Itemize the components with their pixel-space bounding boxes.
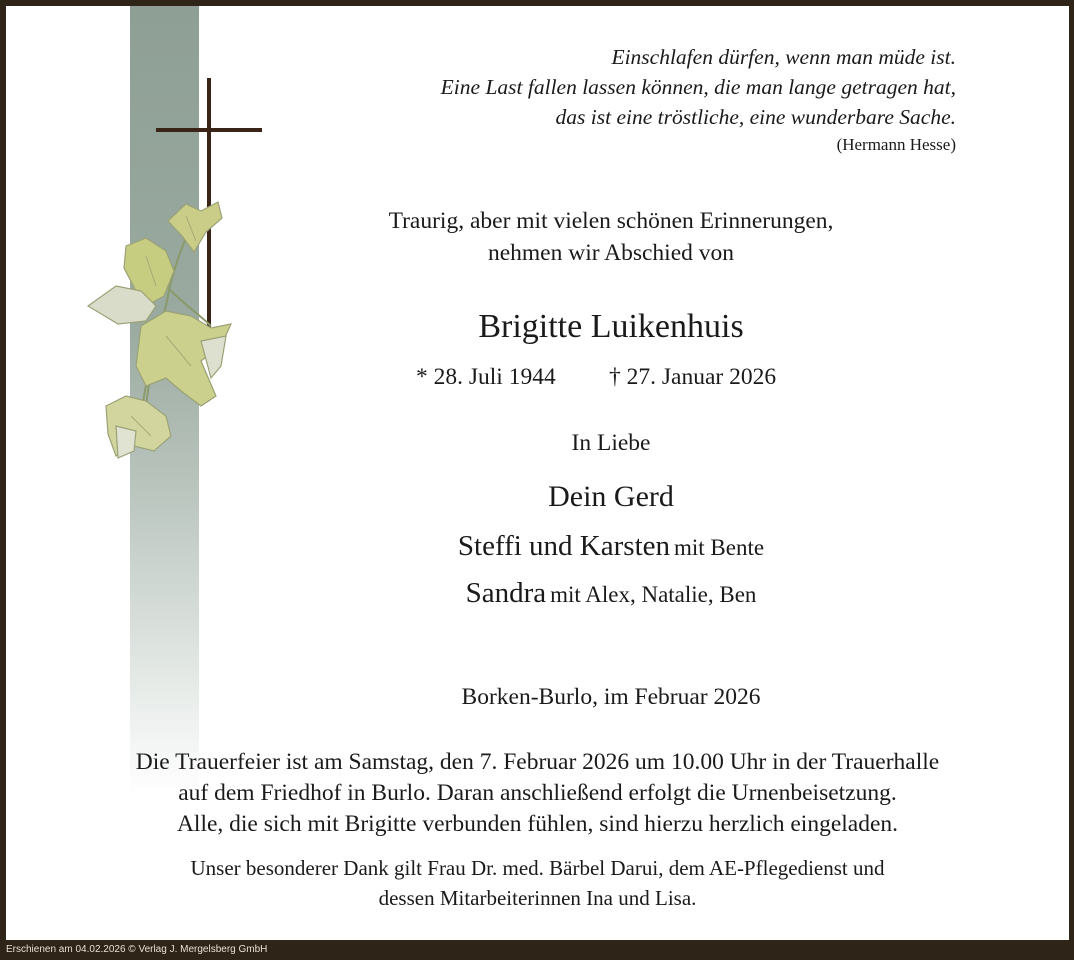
thanks-line-2: dessen Mitarbeiterinnen Ina und Lisa. — [378, 886, 697, 910]
poem-line-3: das ist eine tröstliche, eine wunderbare Sache. — [555, 105, 956, 129]
poem-line-2: Eine Last fallen lassen können, die man lange getragen hat, — [440, 75, 956, 99]
mourner-line-2-rest: mit Bente — [674, 535, 765, 560]
mourner-line-1: Dein Gerd — [548, 480, 674, 513]
ceremony-line-3: Alle, die sich mit Brigitte verbunden fühlen, sind hierzu herzlich eingeladen. — [176, 811, 899, 837]
ceremony-line-1: Die Trauerfeier ist am Samstag, den 7. Februar 2026 um 10.00 Uhr in der Trauerhalle — [135, 749, 940, 775]
mourner-line-2-main: Steffi und Karsten — [457, 530, 670, 562]
death-date: † 27. Januar 2026 — [609, 364, 777, 390]
ceremony-line-2: auf dem Friedhof in Burlo. Daran anschließend erfolgt die Urnenbeisetzung. — [178, 780, 897, 806]
poem-line-1: Einschlafen dürfen, wenn man müde ist. — [611, 45, 956, 69]
obituary-notice — [6, 6, 1069, 940]
mourner-line-3-main: Sandra — [465, 577, 547, 609]
mourner-line-2 — [166, 530, 1056, 563]
publication-footer: Erschienen am 04.02.2026 © Verlag J. Mergelsberg GmbH — [6, 944, 268, 955]
thanks-line-1: Unser besonderer Dank gilt Frau Dr. med. Bärbel Darui, dem AE-Pflegedienst und — [190, 856, 885, 880]
poem-author: (Hermann Hesse) — [836, 135, 956, 154]
mourner-line-3 — [166, 577, 1056, 610]
birth-date: * 28. Juli 1944 — [416, 364, 556, 390]
intro-line-2: nehmen wir Abschied von — [487, 240, 735, 266]
mourner-line-3-rest: mit Alex, Natalie, Ben — [550, 582, 757, 607]
place-date: Borken-Burlo, im Februar 2026 — [461, 684, 761, 710]
in-liebe: In Liebe — [571, 430, 651, 456]
intro-line-1: Traurig, aber mit vielen schönen Erinnerungen, — [388, 208, 834, 234]
deceased-name: Brigitte Luikenhuis — [478, 308, 744, 345]
